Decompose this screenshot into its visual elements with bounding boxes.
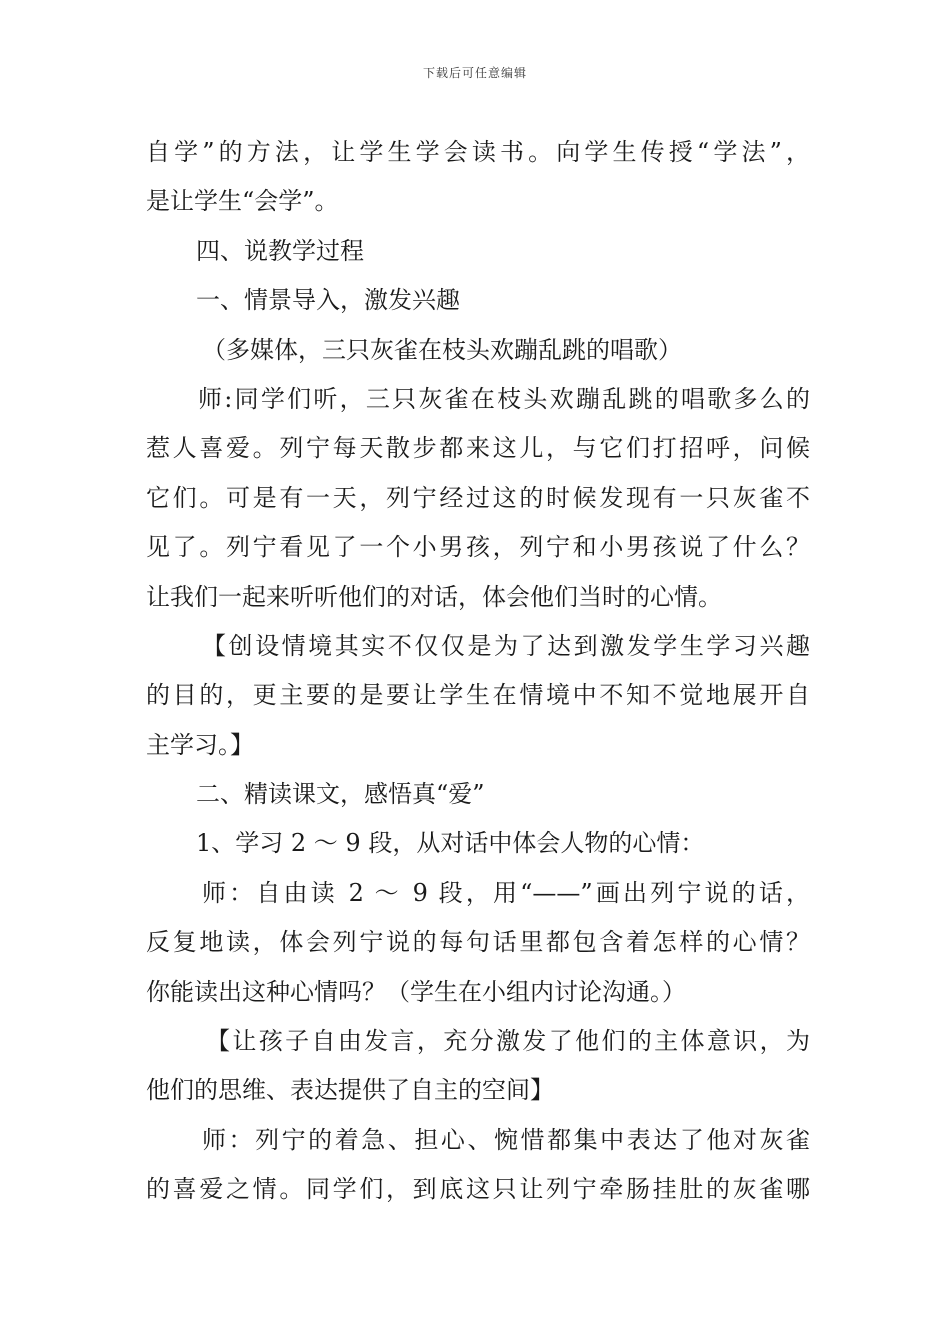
text-line: 见了。列宁看见了一个小男孩，列宁和小男孩说了什么？: [146, 533, 810, 562]
text-line: 反复地读，体会列宁说的每句话里都包含着怎样的心情？: [146, 928, 810, 957]
text-line: 让我们一起来听听他们的对话，体会他们当时的心情。: [146, 582, 722, 611]
paragraph: [146, 128, 810, 227]
text-line: 【创设情境其实不仅仅是为了达到激发学生学习兴趣: [202, 631, 810, 660]
text-line: 师：列宁的着急、担心、惋惜都集中表达了他对灰雀: [202, 1125, 810, 1154]
text-line: （多媒体，三只灰雀在枝头欢蹦乱跳的唱歌）: [202, 335, 682, 364]
paragraph: [146, 819, 810, 868]
document-body: [146, 128, 810, 1215]
text-line: 自学”的方法，让学生学会读书。向学生传授“学法”，: [146, 138, 810, 166]
text-line: 你能读出这种心情吗？（学生在小组内讨论沟通。）: [146, 977, 686, 1006]
text-line: 惹人喜爱。列宁每天散步都来这儿，与它们打招呼，问候: [146, 434, 810, 463]
text-line: 1、学习 2 ～ 9 段，从对话中体会人物的心情：: [196, 829, 705, 858]
paragraph: [146, 227, 810, 276]
text-line: 是让学生“会学”。: [146, 187, 339, 216]
paragraph: [146, 1017, 810, 1116]
text-line: 师：自由读 2 ～ 9 段，用“——”画出列宁说的话，: [202, 878, 810, 907]
paragraph: [146, 276, 810, 325]
text-line: 他们的思维、表达提供了自主的空间】: [146, 1076, 554, 1105]
text-line: 它们。可是有一天，列宁经过这的时候发现有一只灰雀不: [146, 483, 810, 512]
paragraph: [146, 869, 810, 1017]
paragraph: [146, 770, 810, 819]
paragraph: [146, 375, 810, 622]
text-line: 主学习。】: [146, 730, 254, 759]
text-line: 的喜爱之情。同学们，到底这只让列宁牵肠挂肚的灰雀哪: [146, 1175, 810, 1204]
page-header-note: 下载后可任意编辑: [422, 66, 527, 80]
text-line: 四、说教学过程: [196, 236, 364, 265]
text-line: 师:同学们听，三只灰雀在枝头欢蹦乱跳的唱歌多么的: [198, 384, 810, 413]
paragraph: [146, 622, 810, 770]
paragraph: [146, 326, 810, 375]
text-line: 的目的，更主要的是要让学生在情境中不知不觉地展开自: [146, 681, 810, 710]
paragraph: [146, 1116, 810, 1215]
text-line: 【让孩子自由发言，充分激发了他们的主体意识，为: [206, 1027, 810, 1056]
text-line: 一、情景导入，激发兴趣: [196, 286, 460, 315]
text-line: 二、精读课文，感悟真“爱”: [196, 780, 485, 809]
